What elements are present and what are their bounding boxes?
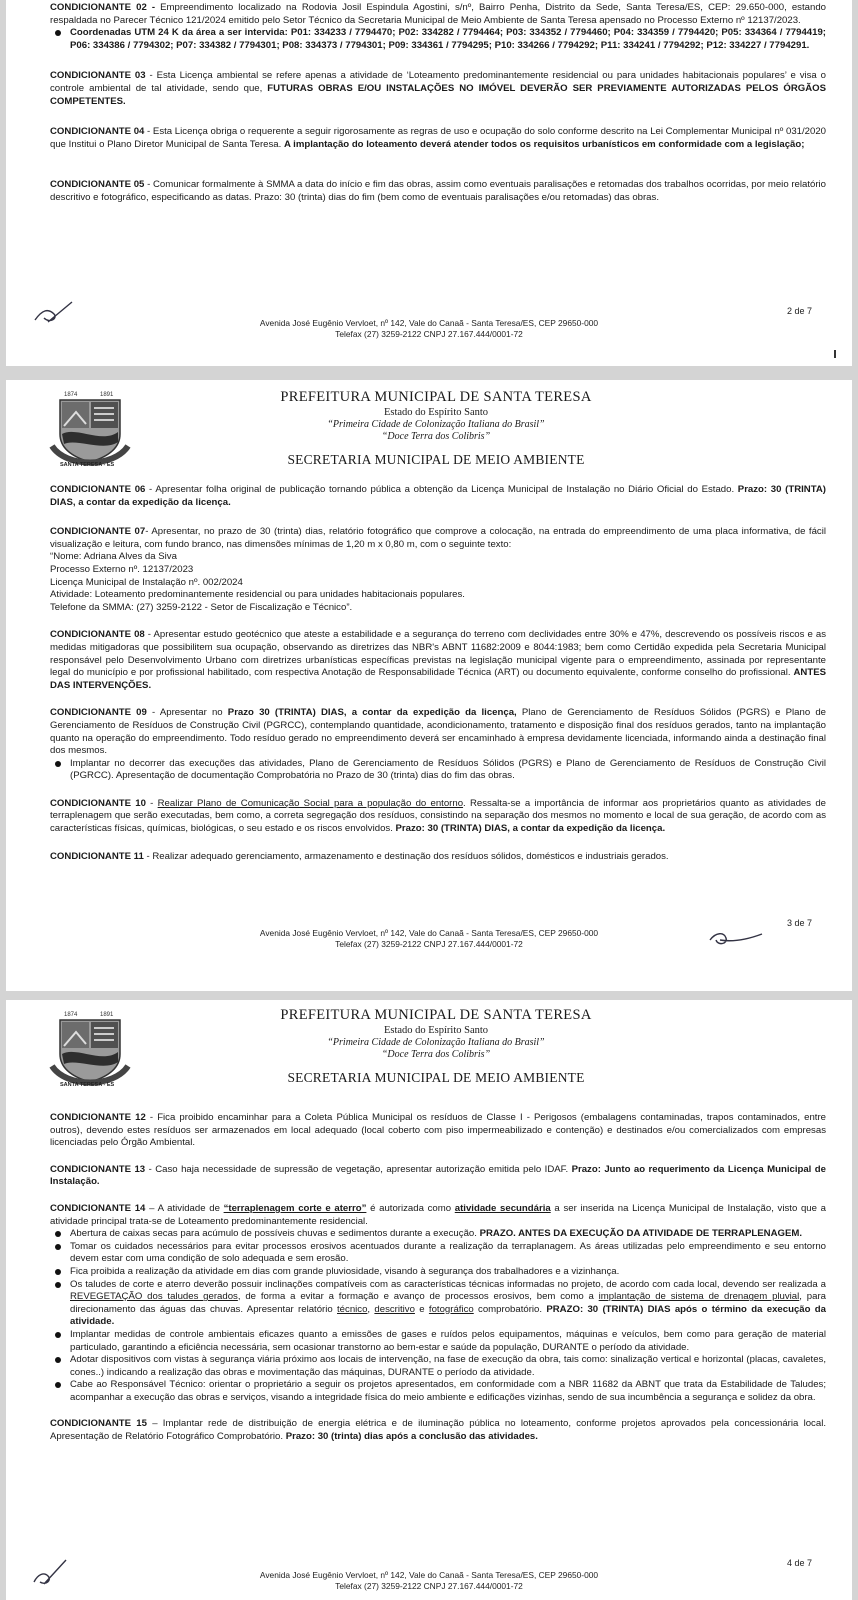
condicionante-02 bbox=[50, 2, 826, 27]
condicionante-emphasis: atividade secundária bbox=[454, 1202, 551, 1214]
list-item: Coordenadas UTM 24 K da área a ser intervida: P01: 334233 / 7794470; P02: 334282 / 7794464; P03: 334352 / 7794460; P04: 334359 / 7794420; P05: 334364 / 7794419; P06: 334386 / 7794302; P07: 334382 / 7794301; P08: 334373 / 7794301; P09: 334361 / 7794295; P10: 334266 / 7794292; P11: 334241 / 7794292; P12: 334227 / 7794291. bbox=[70, 27, 826, 51]
page-footer bbox=[6, 928, 852, 950]
condicionante-03 bbox=[50, 70, 826, 108]
svg-text:1874: 1874 bbox=[64, 1012, 78, 1018]
list-item-text: comprobatório. bbox=[473, 1303, 547, 1315]
bullet-list bbox=[50, 758, 826, 783]
list-item-underlined: fotográfico bbox=[428, 1303, 474, 1315]
sign-text-line: Telefone da SMMA: (27) 3259-2122 - Setor de Fiscalização e Técnico”. bbox=[50, 601, 353, 613]
condicionante-emphasis: Prazo: 30 (TRINTA) DIAS, a contar da expedição da licença. bbox=[395, 823, 666, 835]
condicionante-08 bbox=[50, 629, 826, 692]
motto-line-1: “Primeira Cidade de Colonização Italiana do Brasil” bbox=[327, 419, 545, 430]
svg-text:1874: 1874 bbox=[64, 392, 78, 398]
motto-line-2: “Doce Terra dos Colibris” bbox=[381, 1049, 491, 1060]
condicionante-emphasis: “terraplenagem corte e aterro” bbox=[223, 1202, 367, 1214]
condicionante-text: - Comunicar formalmente à SMMA a data do início e fim das obras, assim como eventuais paralisações e retomadas dos trabalhos ocorridas, por meio relatório descritivo e fotográfico, especificando as datas. Prazo: 30 (trinta) dias do fim (bem como de eventuais paralisações e/ou retomadas) das obras. bbox=[50, 179, 827, 203]
condicionante-label: CONDICIONANTE 06 bbox=[50, 484, 146, 495]
condicionante-13 bbox=[50, 1164, 826, 1189]
list-item-text: e bbox=[414, 1303, 429, 1315]
condicionante-emphasis: A implantação do loteamento deverá atender todos os requisitos urbanísticos em conformidade com a legislação; bbox=[283, 138, 805, 150]
condicionante-05 bbox=[50, 179, 826, 204]
footer-contact: Telefax (27) 3259-2122 CNPJ 27.167.444/0001-72 bbox=[335, 329, 523, 339]
condicionante-label: CONDICIONANTE 15 bbox=[50, 1418, 147, 1430]
municipality-title: PREFEITURA MUNICIPAL DE SANTA TERESA bbox=[280, 1007, 592, 1023]
condicionante-label: CONDICIONANTE 02 - bbox=[50, 2, 156, 13]
condicionante-label: CONDICIONANTE 13 bbox=[50, 1163, 146, 1175]
svg-text:1891: 1891 bbox=[100, 392, 114, 398]
header-text bbox=[176, 1006, 696, 1086]
condicionante-09 bbox=[50, 707, 826, 757]
department-name: SECRETARIA MUNICIPAL DE MEIO AMBIENTE bbox=[287, 452, 585, 467]
condicionante-12 bbox=[50, 1112, 826, 1150]
condicionante-text: - Apresentar no bbox=[146, 707, 228, 719]
condicionante-underlined: Realizar Plano de Comunicação Social para a população do entorno bbox=[157, 797, 464, 809]
condicionante-text: é autorizada como bbox=[366, 1202, 455, 1214]
condicionante-label: CONDICIONANTE 14 bbox=[50, 1202, 146, 1214]
condicionante-label: CONDICIONANTE 07 bbox=[50, 526, 146, 538]
list-item: Cabe ao Responsável Técnico: orientar o proprietário a seguir os projetos apresentados, em conformidade com a NBR 11682 da ABNT que trata da Estabilidade de Taludes; acompanhar a execução das obras e serviços, visando a integridade física do meio ambiente e edificações vizinhas, sendo de sua incumbência a segurança e solidez da obra. bbox=[70, 1379, 826, 1403]
condicionante-label: CONDICIONANTE 05 bbox=[50, 179, 145, 191]
municipal-coat-of-arms-icon bbox=[46, 386, 134, 470]
condicionante-04 bbox=[50, 126, 826, 151]
condicionante-emphasis: Prazo: Junto ao requerimento da Licença Municipal de Instalação. bbox=[50, 1163, 826, 1188]
list-item-underlined: descritivo bbox=[374, 1303, 415, 1315]
scan-mark bbox=[834, 350, 836, 358]
page-header bbox=[6, 1000, 852, 1100]
condicionante-text: Plano de Gerenciamento de Resíduos Sólidos (PGRS) e Plano de Gerenciamento de Resíduos de Construção Civil (PGRCC), contemplando quantidade, acondicionamento, tratamento e disposição final dos resíduos gerados, tanto na implantação quanto na operação do empreendimento. Todo resíduo gerado no empreendimento deverá ser encaminhado à empresa devidamente licenciada, informando ainda a destinação final dos mesmos. bbox=[50, 707, 826, 757]
list-item-underlined: implantação de sistema de drenagem pluvial bbox=[598, 1291, 800, 1303]
condicionante-06 bbox=[50, 484, 826, 509]
sign-text-line: Atividade: Loteamento predominantemente residencial ou para unidades habitacionais populares. bbox=[50, 589, 465, 601]
condicionante-emphasis: Prazo: 30 (trinta) dias após a conclusão das atividades. bbox=[285, 1431, 538, 1443]
footer-contact: Telefax (27) 3259-2122 CNPJ 27.167.444/0001-72 bbox=[335, 939, 523, 949]
municipal-coat-of-arms-icon bbox=[46, 1006, 134, 1090]
list-item: Tomar os cuidados necessários para evitar processos erosivos acentuados durante a realização da terraplanagem. As áreas utilizadas pelo empreendimento e seu entorno devem estar com uma condição de solo adequada e sem erosão. bbox=[70, 1240, 826, 1265]
municipality-title: PREFEITURA MUNICIPAL DE SANTA TERESA bbox=[280, 389, 592, 405]
motto-line-2: “Doce Terra dos Colibris” bbox=[381, 431, 491, 442]
condicionante-emphasis: ANTES DAS INTERVENÇÕES. bbox=[50, 667, 826, 691]
condicionante-text: - bbox=[145, 797, 158, 809]
condicionante-14 bbox=[50, 1203, 826, 1228]
list-item: Fica proibida a realização da atividade em dias com grande pluviosidade, visando à segurança dos trabalhadores e a vizinhança. bbox=[70, 1266, 826, 1279]
department-name: SECRETARIA MUNICIPAL DE MEIO AMBIENTE bbox=[287, 1070, 585, 1085]
condicionante-label: CONDICIONANTE 12 bbox=[50, 1112, 146, 1123]
page-number: 2 de 7 bbox=[786, 306, 812, 316]
sign-text-line: Processo Externo nº. 12137/2023 bbox=[50, 563, 194, 575]
condicionante-text: - Apresentar estudo geotécnico que ateste a estabilidade e a segurança do terreno com declividades entre 30% e 47%, descrevendo os possíveis riscos e as medidas mitigadoras que possibilitem sua ocupação, observando as diretrizes das NBR's ABNT 11682:2009 e 8044:1983; bem como Certidão expedida pela Secretaria Municipal responsável pelo Desenvolvimento Urbano com diretrizes urbanísticas específicas previstas na legislação municipal vigente para o empreendimento, assinada por representante legal do município e por profissional habilitado, com respectiva Anotação de Responsabilidade Técnica (ART) ou documento equivalente, conforme conselho do profissional. bbox=[50, 629, 826, 679]
condicionante-text: - Esta Licença obriga o requerente a seguir rigorosamente as regras de uso e ocupação do solo conforme descrito na Lei Complementar Municipal nº 031/2020 que Institui o Plano Diretor Municipal de Santa Teresa. bbox=[50, 126, 827, 150]
list-item-emphasis: PRAZO. ANTES DA EXECUÇÃO DA ATIVIDADE DE TERRAPLENAGEM. bbox=[479, 1228, 803, 1240]
condicionante-text: - Apresentar, no prazo de 30 (trinta) dias, relatório fotográfico que comprove a colocação, na entrada do empreendimento de uma placa informativa, de fácil visualização e leitura, com fundo branco, nas dimensões mínimas de 1,20 m x 0,80 m, com o seguinte texto: bbox=[50, 526, 826, 550]
list-item-text: Abertura de caixas secas para acúmulo de possíveis chuvas e sedimentos durante a execução. bbox=[70, 1228, 480, 1240]
condicionante-10 bbox=[50, 798, 826, 836]
condicionante-emphasis: FUTURAS OBRAS E/OU INSTALAÇÕES NO IMÓVEL DEVERÃO SER PREVIAMENTE AUTORIZADAS PELOS ÓRGÃOS COMPETENTES. bbox=[50, 82, 826, 107]
condicionante-label: CONDICIONANTE 10 bbox=[50, 797, 146, 809]
page-header bbox=[6, 380, 852, 480]
list-item-text: Os taludes de corte e aterro deverão possuir inclinações compatíveis com as características técnicas informadas no projeto, de acordo com cada local, devendo ser realizada a bbox=[70, 1278, 826, 1290]
condicionante-07 bbox=[50, 526, 826, 551]
condicionante-emphasis: Prazo: 30 (TRINTA) DIAS, a contar da expedição da licença. bbox=[50, 484, 826, 508]
list-item-text: , para direcionamento das águas das chuvas. Apresentar relatório bbox=[70, 1291, 826, 1315]
condicionante-text: - Apresentar folha original de publicação tornando pública a obtenção da Licença Municipal de Instalação no Diário Oficial do Estado. bbox=[145, 484, 738, 495]
list-item-underlined: REVEGETAÇÃO dos taludes gerados bbox=[70, 1291, 238, 1303]
list-item bbox=[70, 1279, 826, 1329]
condicionante-15 bbox=[50, 1418, 826, 1443]
condicionante-label: CONDICIONANTE 03 bbox=[50, 70, 146, 82]
bullet-list bbox=[50, 1228, 826, 1404]
condicionante-text: Empreendimento localizado na Rodovia Josil Espindula Agostini, s/nº, Bairro Penha, Distrito da Sede, Santa Teresa/ES, CEP: 29.650-000, estando respaldada no Parecer Técnico 121/2024 emitido pelo Setor Técnico da Secretaria Municipal de Meio Ambiente de Santa Teresa apensado no Processo Externo nº 12137/2023. bbox=[50, 2, 826, 26]
condicionante-text: - Realizar adequado gerenciamento, armazenamento e destinação dos resíduos sólidos, domésticos e industriais gerados. bbox=[143, 850, 669, 862]
page-footer bbox=[6, 318, 852, 340]
condicionante-text: - Fica proibido encaminhar para a Coleta Pública Municipal os resíduos de Classe I - Perigosos (embalagens contaminadas, trapos contaminados, entre outros), devendo estes resíduos ser armazenados em local adequado (local coberto com piso impermeabilizado e contenção) e destinados e/ou comercializados com empresas licenciadas pelo Órgão Ambiental. bbox=[50, 1112, 826, 1149]
condicionante-text: – A atividade de bbox=[145, 1202, 224, 1214]
page-number: 3 de 7 bbox=[786, 918, 812, 928]
page-body bbox=[50, 484, 826, 863]
document-page-4 bbox=[6, 1000, 852, 1600]
list-item-emphasis: PRAZO: 30 (TRINTA) DIAS após o término da execução da atividade. bbox=[70, 1303, 826, 1328]
header-text bbox=[176, 388, 696, 468]
footer-address: Avenida José Eugênio Vervloet, nº 142, Vale do Canaã - Santa Teresa/ES, CEP 29650-000 bbox=[259, 318, 599, 328]
condicionante-text: . Ressalta-se a importância de informar aos proprietários quanto as atividades de terraplenagem que serão executadas, bem como, a correta segregação dos resíduos, consistindo na separação dos mesmos no momento e local de sua geração, de acordo com as características físicas, químicas, biológicas, o seu estado e os riscos envolvidos. bbox=[50, 797, 826, 835]
condicionante-text: - Caso haja necessidade de supressão de vegetação, apresentar autorização emitida pelo IDAF. bbox=[145, 1163, 572, 1175]
condicionante-label: CONDICIONANTE 11 bbox=[50, 850, 144, 862]
list-item-text: , bbox=[367, 1303, 375, 1315]
condicionante-text: - Esta Licença ambiental se refere apenas a atividade de ‘Loteamento predominantemente residencial ou para unidades habitacionais populares’ e visa o controle ambiental de tal atividade, sendo que, bbox=[50, 70, 826, 94]
page-footer bbox=[6, 1570, 852, 1592]
page-body bbox=[50, 2, 826, 205]
sign-text-line: Licença Municipal de Instalação nº. 002/2024 bbox=[50, 576, 243, 588]
document-page-2 bbox=[6, 0, 852, 366]
list-item bbox=[70, 1228, 826, 1241]
list-item: Implantar medidas de controle ambientais eficazes quanto a emissões de gases e ruídos pelos equipamentos, máquinas e veículos, bem como para geração de material particulado, garantindo a eficiência necessária, sem ocasionar transtorno ao bem-estar e saúde da população, DURANTE o período da atividade. bbox=[70, 1328, 826, 1353]
footer-contact: Telefax (27) 3259-2122 CNPJ 27.167.444/0001-72 bbox=[335, 1581, 523, 1591]
page-number: 4 de 7 bbox=[786, 1558, 812, 1568]
state-name: Estado do Espírito Santo bbox=[383, 407, 489, 418]
list-item: Adotar dispositivos com vistas à segurança viária próximo aos locais de intervenção, na fase de execução da obra, tais como: sinalização vertical e horizontal (placas, cavaletes, cones..) indicando a realização das obras e movimentação das máquinas, DURANTE o período da atividade. bbox=[70, 1354, 826, 1378]
state-name: Estado do Espírito Santo bbox=[383, 1025, 489, 1036]
svg-text:SANTA TERESA - ES: SANTA TERESA - ES bbox=[60, 1082, 115, 1088]
list-item-text: , de forma a evitar a formação e avanço de processos erosivos, bem como a bbox=[237, 1291, 599, 1303]
list-item-underlined: técnico bbox=[337, 1303, 368, 1315]
condicionante-text: – Implantar rede de distribuição de energia elétrica e de iluminação pública no loteamento, conforme projetos aprovados pela concessionária local. Apresentação de Relatório Fotográfico Comprobatório. bbox=[50, 1418, 826, 1443]
condicionante-text: a ser inserida na Licença Municipal de Instalação, visto que a atividade principal trata-se de Loteamento predominantemente residencial. bbox=[50, 1202, 827, 1227]
condicionante-emphasis: Prazo 30 (TRINTA) DIAS, a contar da expedição da licença, bbox=[227, 707, 517, 719]
footer-address: Avenida José Eugênio Vervloet, nº 142, Vale do Canaã - Santa Teresa/ES, CEP 29650-000 bbox=[259, 1570, 599, 1580]
footer-address: Avenida José Eugênio Vervloet, nº 142, Vale do Canaã - Santa Teresa/ES, CEP 29650-000 bbox=[259, 928, 599, 938]
list-item: Implantar no decorrer das execuções das atividades, Plano de Gerenciamento de Resíduos Sólidos (PGRS) e Plano de Gerenciamento de Resíduos de Construção Civil (PGRCC). Apresentação de documentação Comprobatória no Prazo de 30 (trinta) dias do fim das obras. bbox=[70, 757, 826, 782]
svg-text:SANTA TERESA - ES: SANTA TERESA - ES bbox=[60, 462, 115, 468]
condicionante-label: CONDICIONANTE 09 bbox=[50, 707, 147, 719]
condicionante-label: CONDICIONANTE 08 bbox=[50, 629, 145, 641]
bullet-list bbox=[50, 27, 826, 52]
condicionante-label: CONDICIONANTE 04 bbox=[50, 126, 145, 138]
document-page-3 bbox=[6, 380, 852, 991]
motto-line-1: “Primeira Cidade de Colonização Italiana do Brasil” bbox=[327, 1037, 545, 1048]
page-body bbox=[50, 1112, 826, 1444]
condicionante-11 bbox=[50, 851, 826, 864]
sign-text-line: “Nome: Adriana Alves da Siva bbox=[50, 551, 177, 563]
svg-text:1891: 1891 bbox=[100, 1012, 114, 1018]
